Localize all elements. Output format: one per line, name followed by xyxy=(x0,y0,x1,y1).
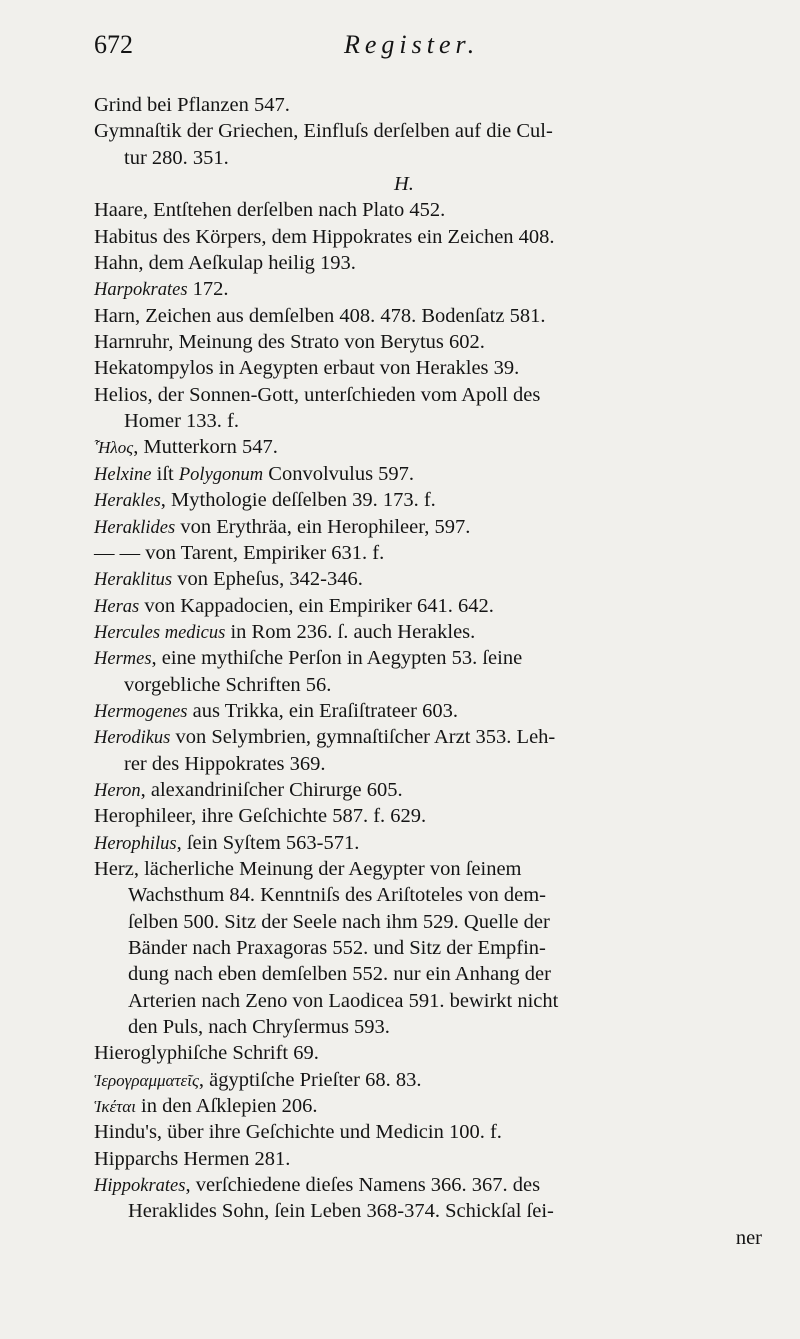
index-line xyxy=(94,803,762,829)
index-line xyxy=(94,935,762,961)
italic-term: Heraklides xyxy=(94,517,176,538)
index-line xyxy=(94,1119,762,1145)
index-line xyxy=(94,434,762,460)
line-text: H. xyxy=(394,173,414,196)
index-line xyxy=(94,92,762,118)
line-text: von Kappadocien, ein Empiriker 641. 642. xyxy=(139,594,494,617)
line-text: Gymnaſtik der Griechen, Einfluſs derſelben auf die Cul- xyxy=(94,120,553,143)
italic-term: Helxine xyxy=(94,464,152,485)
line-text: Bänder nach Praxagoras 552. und Sitz der Empfin- xyxy=(128,937,546,959)
index-line xyxy=(94,909,762,935)
line-text: Hekatompylos in Aegypten erbaut von Herakles 39. xyxy=(94,357,520,380)
index-line xyxy=(94,830,762,856)
index-line xyxy=(94,408,762,434)
line-text: Hieroglyphiſche Schrift 69. xyxy=(94,1042,319,1065)
index-line xyxy=(94,724,762,750)
index-line xyxy=(94,118,762,144)
index-line xyxy=(94,672,762,698)
line-text: von Erythräa, ein Herophileer, 597. xyxy=(175,515,471,538)
line-text: in den Aſklepien 206. xyxy=(135,1095,318,1118)
line-text: Helios, der Sonnen-Gott, unterſchieden vom Apoll des xyxy=(94,383,541,406)
line-text: , ägyptiſche Prieſter 68. 83. xyxy=(198,1068,422,1091)
italic-term: Polygonum xyxy=(178,464,264,485)
index-line xyxy=(94,988,762,1014)
line-text: den Puls, nach Chryſermus 593. xyxy=(128,1016,390,1039)
line-text: tur 280. 351. xyxy=(124,146,229,169)
index-line xyxy=(94,1198,762,1224)
italic-term: Heron xyxy=(94,780,141,801)
line-text: Homer 133. f. xyxy=(124,410,240,433)
index-line xyxy=(94,1146,762,1172)
line-text: , ſein Syſtem 563-571. xyxy=(176,831,360,854)
line-text: Hindu's, über ihre Geſchichte und Medicin 100. f. xyxy=(94,1121,502,1144)
index-line xyxy=(94,250,762,276)
italic-term: Heras xyxy=(94,596,140,617)
italic-term: Harpokrates xyxy=(94,280,188,301)
line-text: Haare, Entſtehen derſelben nach Plato 452. xyxy=(94,199,446,222)
line-text: Harnruhr, Meinung des Strato von Berytus 602. xyxy=(94,331,485,354)
line-text: Hipparchs Hermen 281. xyxy=(94,1147,291,1170)
line-text: Herophileer, ihre Geſchichte 587. f. 629. xyxy=(94,805,427,828)
index-line xyxy=(94,303,762,329)
index-line xyxy=(94,1067,762,1093)
index-line xyxy=(94,619,762,645)
italic-term: Hippokrates xyxy=(94,1176,186,1197)
index-line xyxy=(94,593,762,619)
register-entries xyxy=(94,92,762,1251)
section-letter xyxy=(94,171,762,197)
index-line xyxy=(94,1225,762,1251)
index-line xyxy=(94,145,762,171)
line-text: in Rom 236. ſ. auch Herakles. xyxy=(225,620,476,643)
index-line xyxy=(94,645,762,671)
italic-term: Ἱκέται xyxy=(94,1097,136,1117)
index-line xyxy=(94,1014,762,1040)
line-text: iſt xyxy=(151,462,179,485)
line-text: — — von Tarent, Empiriker 631. f. xyxy=(94,541,385,564)
index-line xyxy=(94,1093,762,1119)
italic-term: Herodikus xyxy=(94,728,171,749)
index-line xyxy=(94,276,762,302)
index-line xyxy=(94,751,762,777)
italic-term: Ἱερογραμματεῖς xyxy=(94,1070,199,1090)
line-text: von Epheſus, 342-346. xyxy=(172,568,363,591)
index-line xyxy=(94,882,762,908)
italic-term: Hermes xyxy=(94,649,152,670)
line-text: , verſchiedene dieſes Namens 366. 367. des xyxy=(185,1174,541,1197)
line-text: Hahn, dem Aeſkulap heilig 193. xyxy=(94,252,356,275)
line-text: aus Trikka, ein Eraſiſtrateer 603. xyxy=(187,699,458,722)
index-line xyxy=(94,566,762,592)
line-text: , Mutterkorn 547. xyxy=(133,436,278,459)
line-text: Heraklides Sohn, ſein Leben 368-374. Schickſal ſei- xyxy=(128,1200,554,1223)
page-header xyxy=(94,30,714,70)
line-text: , eine mythiſche Perſon in Aegypten 53. ſeine xyxy=(151,647,523,670)
index-line xyxy=(94,1040,762,1066)
line-text: von Selymbrien, gymnaſtiſcher Arzt 353. Leh- xyxy=(170,726,556,749)
line-text: dung nach eben demſelben 552. nur ein Anhang der xyxy=(128,963,551,986)
line-text: vorgebliche Schriften 56. xyxy=(124,673,332,696)
index-line xyxy=(94,329,762,355)
index-line xyxy=(94,197,762,223)
italic-term: Ἧλος xyxy=(94,438,134,458)
index-line xyxy=(94,540,762,566)
line-text: ner xyxy=(735,1226,762,1249)
line-text: , Mythologie deſſelben 39. 173. f. xyxy=(160,489,436,512)
italic-term: Hercules medicus xyxy=(94,622,226,643)
line-text: Arterien nach Zeno von Laodicea 591. bewirkt nicht xyxy=(128,989,559,1012)
italic-term: Herakles xyxy=(94,491,161,512)
line-text: ſelben 500. Sitz der Seele nach ihm 529. Quelle der xyxy=(128,910,550,933)
italic-term: Hermogenes xyxy=(94,701,188,722)
line-text: 172. xyxy=(187,278,229,301)
index-line xyxy=(94,487,762,513)
line-text: Harn, Zeichen aus demſelben 408. 478. Bodenſatz 581. xyxy=(94,304,546,327)
index-line xyxy=(94,961,762,987)
line-text: Habitus des Körpers, dem Hippokrates ein Zeichen 408. xyxy=(94,225,555,248)
line-text: Convolvulus 597. xyxy=(263,462,415,485)
line-text: Wachsthum 84. Kenntniſs des Ariſtoteles von dem- xyxy=(128,884,546,907)
line-text: , alexandriniſcher Chirurge 605. xyxy=(140,778,403,801)
index-line xyxy=(94,1172,762,1198)
index-line xyxy=(94,382,762,408)
running-title: Register. xyxy=(344,30,480,59)
index-line xyxy=(94,698,762,724)
index-line xyxy=(94,224,762,250)
index-line xyxy=(94,856,762,882)
page-number: 672 xyxy=(94,30,133,59)
index-line xyxy=(94,461,762,487)
line-text: rer des Hippokrates 369. xyxy=(124,752,326,775)
italic-term: Herophilus xyxy=(94,833,177,854)
line-text: Grind bei Pflanzen 547. xyxy=(94,94,290,116)
index-line xyxy=(94,514,762,540)
index-line xyxy=(94,777,762,803)
italic-term: Heraklitus xyxy=(94,570,173,591)
index-line xyxy=(94,355,762,381)
line-text: Herz, lächerliche Meinung der Aegypter von ſeinem xyxy=(94,857,522,880)
